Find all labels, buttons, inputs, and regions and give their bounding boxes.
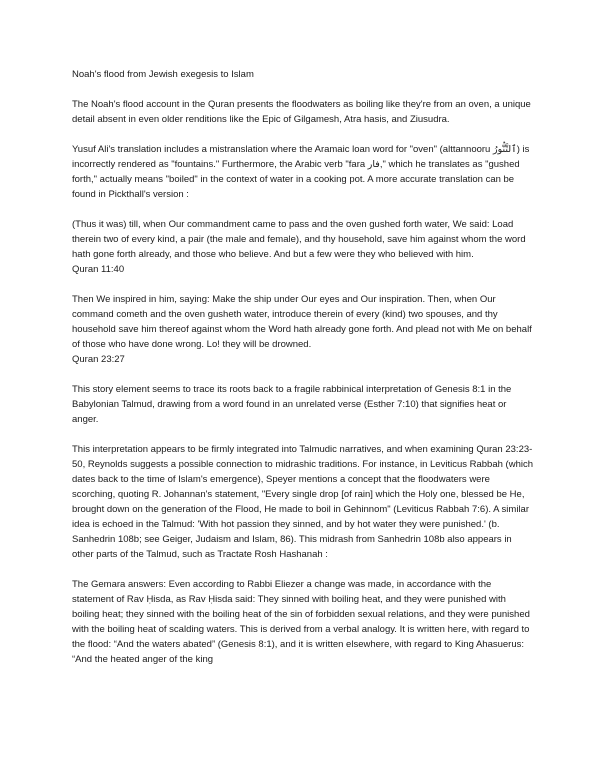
paragraph-intro: The Noah's flood account in the Quran presents the floodwaters as boiling like they're from an oven, a unique detail absent in even older renditions like the Epic of Gilgamesh, Atra hasis, and Ziusudra. bbox=[72, 99, 531, 125]
paragraph-talmud-origin: This story element seems to trace its roots back to a fragile rabbinical interpretation of Genesis 8:1 in the Babylonian Talmud, drawing from a word found in an unrelated verse (Esther 7:10) that signifies heat or anger. bbox=[72, 384, 512, 425]
document-title: Noah's flood from Jewish exegesis to Islam bbox=[72, 69, 254, 80]
paragraph-midrash: This interpretation appears to be firmly integrated into Talmudic narratives, and when examining Quran 23:23-50, Reynolds suggests a possible connection to midrashic traditions. For instance, in Leviticus Rabbah (which dates back to the time of Islam's emergence), Speyer mentions a concept that the floodwaters were scorching, quoting R. Johannan's statement, "Every single drop [of rain] which the Holy one, blessed be He, brought down on the generation of the Flood, He made to boil in Gehinnom" (Leviticus Rabbah 7:6). A similar idea is echoed in the Talmud: 'With hot passion they sinned, and by hot water they were punished.' (b. Sanhedrin 108b; see Geiger, Judaism and Islam, 86). This midrash from Sanhedrin 108b also appears in other parts of the Talmud, such as Tractate Rosh Hashanah : bbox=[72, 444, 533, 560]
quote-quran-23-27: Then We inspired in him, saying: Make the ship under Our eyes and Our inspiration. Then, when Our command cometh and the oven gusheth water, introduce therein of every (kind) two spouses, and thy household save him thereof against whom the Word hath already gone forth. And plead not with Me on behalf of those who have done wrong. Lo! they will be drowned. bbox=[72, 294, 532, 350]
quote-quran-11-40: (Thus it was) till, when Our commandment came to pass and the oven gushed forth water, We said: Load therein two of every kind, a pair (the male and female), and thy household, save him against whom the word hath gone forth already, and those who believe. And but a few were they who believed with him. bbox=[72, 219, 526, 260]
quote-reference: Quran 11:40 bbox=[72, 264, 125, 275]
paragraph-gemara: The Gemara answers: Even according to Rabbi Eliezer a change was made, in accordance with the statement of Rav Ḥisda, as Rav Ḥisda said: They sinned with boiling heat, and they were punished with boiling heat; they sinned with the boiling heat of the sin of forbidden sexual relations, and they were punished with the boiling heat of scalding waters. This is derived from a verbal analogy. It is written here, with regard to the flood: “And the waters abated” (Genesis 8:1), and it is written elsewhere, with regard to King Ahasuerus: “And the heated anger of the king bbox=[72, 579, 530, 665]
paragraph-translation: Yusuf Ali's translation includes a mistranslation where the Aramaic loan word for "oven" (alttannooru ٱلتَّنُّورُ) is incorrectly rendered as "fountains." Furthermore, the Arabic verb "fara فار," which he translates as "gushed forth," actually means "boiled" in the context of water in a cooking pot. A more accurate translation can be found in Pickthall's version : bbox=[72, 144, 530, 200]
quote-reference: Quran 23:27 bbox=[72, 354, 125, 365]
